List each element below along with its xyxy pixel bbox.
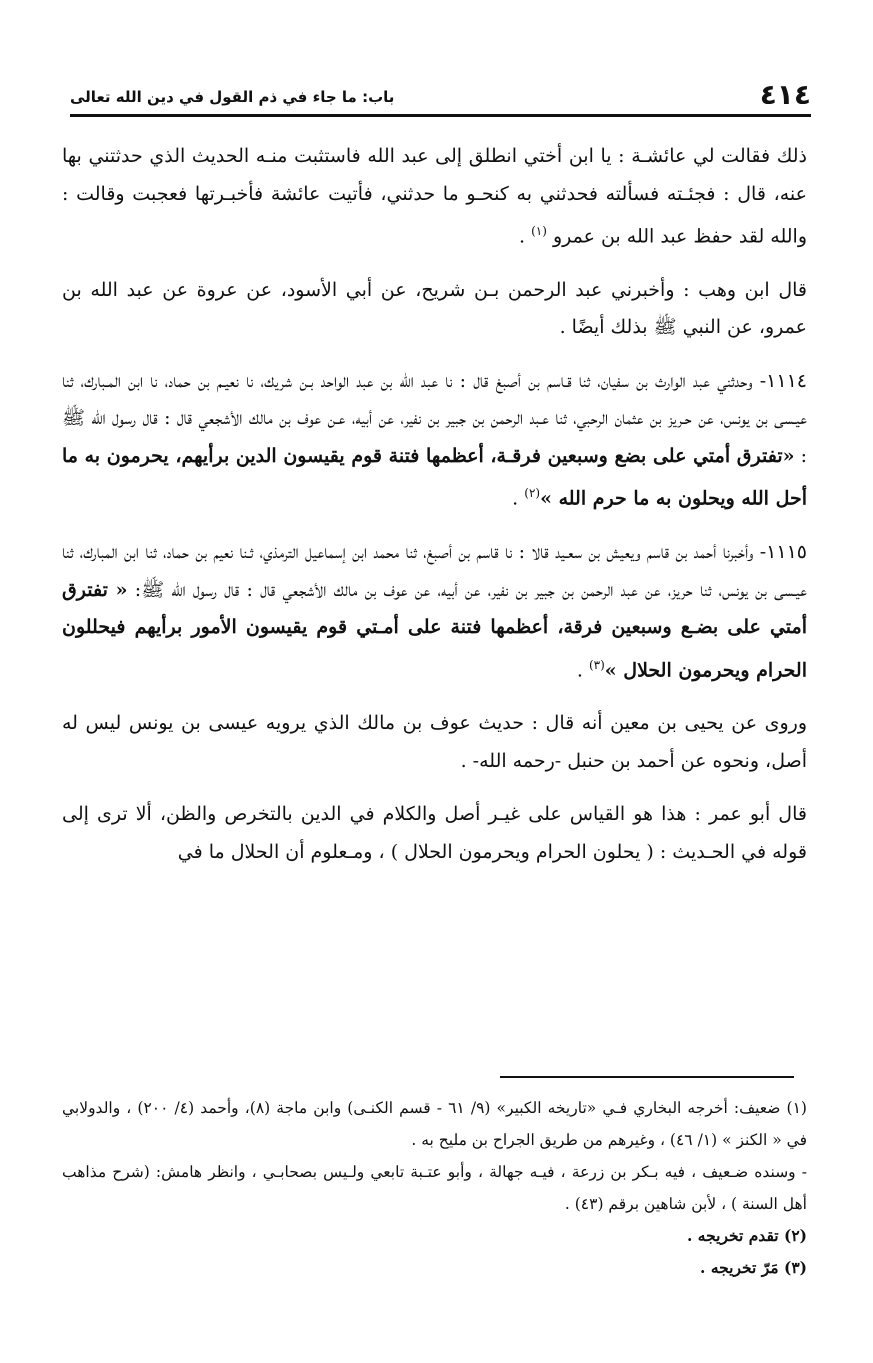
page-header — [70, 78, 811, 112]
footnote-ref: (١) — [531, 224, 547, 238]
footnotes — [62, 1092, 807, 1284]
paragraph-text: وروى عن يحيى بن معين أنه قال : حديث عوف بن مالك الذي يرويه عيسى بن يونس ليس له أصل، ونحوه عن أحمد بن حنبل -رحمه الله- . — [62, 712, 807, 772]
hadith-1115 — [62, 534, 807, 689]
hadith-quote: «تفترق أمتي على بضع وسبعين فرقـة، أعظمها فتنة قوم يقيسون الدين برأيهم، يحرمون به ما أحل الله ويحلون به ما حرم الله » — [62, 444, 807, 510]
paragraph — [62, 796, 807, 871]
footnote-1: (١) ضعيف: أخرجه البخاري فـي «تاريخه الكبير» (٩/ ٦١ - قسم الكنـى) وابن ماجة (٨)، وأحمد (٤/ ٢٠٠) ، والدولابي في « الكنز » (١/ ٤٦) ، وغيرهم من طريق الجراح بن مليح به . — [62, 1099, 807, 1149]
footnote-ref: (٢) — [524, 486, 541, 501]
header-rule — [70, 114, 811, 117]
page-number: ٤١٤ — [759, 78, 811, 111]
paragraph-text: ١١١٤- وحدثني عبد الوارث بن سفيان، ثنا قـاسم بن أصبغ قال : نا عبد الله بن عبد الواحد بـن شريك، نا نعيـم بن حماد، نا ابن المـبارك، ثنا عيـسى بن يونس، عن حـريز بن عثمان الرحبي، ثنا عـبد الرحمن بن جبير بن نفير، عن أبيه، عـن عوف بن مالك الأشجعي قال : قال رسول الله ﷺ : — [62, 369, 807, 467]
hadith-quote: « تفترق أمتي على بضـع وسبعين فرقة، أعظمها فتنة على أمـتي قوم يقيسون الأمور برأيهم فيحللون الحرام ويحرمون الحلال » — [62, 578, 807, 681]
paragraph-text: قال أبو عمر : هذا هو القياس على غيـر أصل والكلام في الدين بالتخرص والظن، ألا ترى إلى قوله في الحـديث : ( يحلون الحرام ويحرمون الحلال ) ، ومـعلوم أن الحلال ما في — [62, 803, 807, 863]
paragraph — [62, 272, 807, 347]
paragraph-end: . — [518, 225, 532, 248]
running-title: باب: ما جاء في ذم القول في دين الله تعالى — [70, 88, 395, 106]
footnote-1-cont: - وسنده ضـعيف ، فيه بـكر بن زرعة ، فيـه جهالة ، وأبو عتـبة تابعي ولـيس بصحابـي ، وانظر هامش: (شرح مذاهب أهل السنة ) ، لأبن شاهين برقم (٤٣) . — [62, 1163, 807, 1213]
footnote-2: (٢) تقدم تخريجه . — [687, 1226, 807, 1245]
paragraph-text: ١١١٥- وأخبرنا أحمد بن قاسم ويعيش بن سعـيد قالا : نا قاسم بن أصبغ، ثنا محمد ابن إسماعيل الترمذي، ثـنا نعيم بن حماد، ثنا ابن المبارك، ثنا عيـسى بن يونس، ثنا حريز، عن عبد الرحمن بن جبير بن نفير، عن أبيه، عن عوف بن مالك الأشجعي قال : قال رسول الله ﷺ: — [62, 541, 807, 601]
paragraph-end: . — [576, 658, 589, 681]
footnote-rule — [500, 1076, 794, 1078]
paragraph-text: قال ابن وهب : وأخبرني عبد الرحمن بـن شريح، عن أبي الأسود، عن عروة عن عبد الله بن عمرو، عن النبي ﷺ بذلك أيضًا . — [62, 278, 807, 339]
paragraph — [62, 138, 807, 256]
paragraph-text: ذلك فقالت لي عائشـة : يا ابن أختي انطلق إلى عبد الله فاستثبت منـه الحديث الذي حدثتني بها عنه، قال : فجئـته فسألته فحدثني به كنحـو ما حدثني، فأتيت عائشة فأخبـرتها فعجبت وقالت : والله لقد حفظ عبد الله بن عمرو — [62, 145, 807, 248]
paragraph-end: . — [512, 487, 525, 510]
main-text — [62, 138, 807, 887]
paragraph — [62, 705, 807, 780]
footnote-ref: (٣) — [588, 657, 605, 672]
footnote-3: (٣) مَرّ تخريجه . — [700, 1258, 807, 1277]
hadith-1114 — [62, 363, 807, 518]
